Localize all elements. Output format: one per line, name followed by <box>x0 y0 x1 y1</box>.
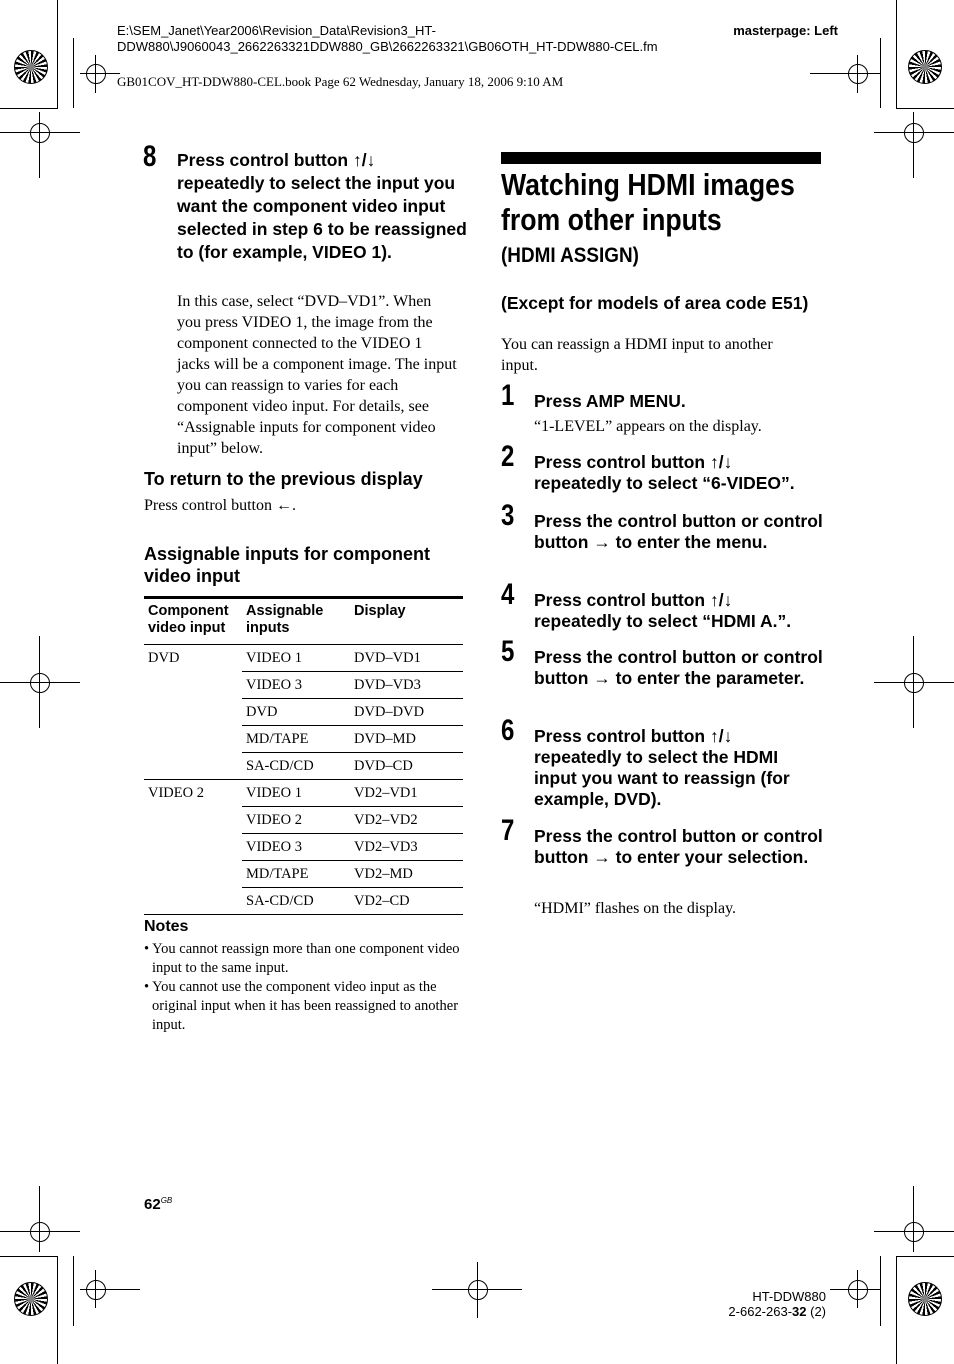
notes-heading: Notes <box>144 918 189 935</box>
table-row <box>144 672 463 699</box>
crosshair-icon <box>86 64 106 84</box>
step-8-rest: repeatedly to select the input you want the component video input selected in step 6 to be reassigned to (for example, VIDEO 1). <box>177 173 467 262</box>
note-item: • You cannot reassign more than one component video input to the same input. <box>144 941 460 976</box>
step-number: 8 <box>143 140 157 173</box>
table-row <box>144 888 463 915</box>
cell-assignable: VIDEO 1 <box>242 645 350 672</box>
step-number: 4 <box>501 578 515 611</box>
table-row <box>144 726 463 753</box>
step-instruction: Press control button ↑/↓ repeatedly to select the HDMI input you want to reassign (for example, DVD). <box>534 726 790 809</box>
note-item: • You cannot use the component video input as the original input when it has been reassigned to another input. <box>144 979 459 1033</box>
page-number <box>144 1196 172 1213</box>
crosshair-icon <box>30 1222 50 1242</box>
cell-assignable: VIDEO 2 <box>242 807 350 834</box>
table-row <box>144 699 463 726</box>
cell-display: VD2–VD1 <box>350 780 463 807</box>
registration-target-icon <box>14 50 48 84</box>
crosshair-icon <box>30 123 50 143</box>
return-heading: To return to the previous display <box>144 469 423 489</box>
table-row <box>144 753 463 780</box>
crosshair-icon <box>848 64 868 84</box>
cell-assignable: SA-CD/CD <box>242 888 350 915</box>
registration-target-icon <box>908 1282 942 1316</box>
table-row <box>144 780 463 807</box>
step-number: 6 <box>501 714 515 747</box>
book-info-line: GB01COV_HT-DDW880-CEL.book Page 62 Wednesday, January 18, 2006 9:10 AM <box>117 74 564 89</box>
table-row <box>144 807 463 834</box>
cell-assignable: VIDEO 3 <box>242 672 350 699</box>
step-body: “HDMI” flashes on the display. <box>534 900 737 917</box>
title-rule <box>501 152 821 164</box>
step-8-body: In this case, select “DVD–VD1”. When you press VIDEO 1, the image from the component connected to the VIDEO 1 jacks will be a component image. The input you can reassign to varies for each component video input. For details, see “Assignable inputs for component video input” below. <box>177 293 457 457</box>
file-path-line1: E:\SEM_Janet\Year2006\Revision_Data\Revision3_HT- <box>117 23 436 38</box>
col-header-assignable: Assignable inputs <box>246 603 324 636</box>
step-number: 7 <box>501 814 515 847</box>
step-8-instruction <box>177 149 467 264</box>
section-title-line2: from other inputs <box>501 202 722 237</box>
model-code-bold: 32 <box>792 1304 807 1319</box>
cell-component <box>144 672 242 699</box>
step-instruction: Press the control button or control button → to enter the parameter. <box>534 647 823 688</box>
table-row <box>144 645 463 672</box>
crosshair-icon <box>86 1280 106 1300</box>
section-subtitle: (HDMI ASSIGN) <box>501 244 639 267</box>
cell-component <box>144 888 242 915</box>
return-text: Press control button ←. <box>144 497 296 514</box>
crosshair-icon <box>904 673 924 693</box>
notes-list <box>144 940 460 1035</box>
model-code <box>728 1304 826 1319</box>
cell-display: VD2–VD2 <box>350 807 463 834</box>
cell-display: DVD–CD <box>350 753 463 780</box>
cell-component <box>144 753 242 780</box>
cell-assignable: MD/TAPE <box>242 726 350 753</box>
cell-display: VD2–CD <box>350 888 463 915</box>
step-number: 1 <box>501 379 515 412</box>
page-number-value: 62 <box>144 1196 161 1213</box>
col-header-component: Component video input <box>148 603 229 636</box>
step-instruction: Press the control button or control button → to enter the menu. <box>534 511 823 552</box>
step-number: 5 <box>501 635 515 668</box>
masterpage-label: masterpage: Left <box>733 23 838 38</box>
cell-component: VIDEO 2 <box>144 780 242 807</box>
step-8-line1: Press control button ↑/↓ <box>177 150 376 170</box>
cell-assignable: DVD <box>242 699 350 726</box>
model-name: HT-DDW880 <box>752 1289 826 1304</box>
model-code-prefix: 2-662-263- <box>728 1304 793 1319</box>
cell-component <box>144 861 242 888</box>
assignable-table <box>144 596 463 915</box>
file-path-line2: DDW880\J9060043_2662263321DDW880_GB\2662263321\GB06OTH_HT-DDW880-CEL.fm <box>117 39 658 54</box>
cell-assignable: VIDEO 1 <box>242 780 350 807</box>
assignable-heading: Assignable inputs for component video input <box>144 544 431 586</box>
step-body: “1-LEVEL” appears on the display. <box>534 418 762 435</box>
intro-text: You can reassign a HDMI input to another input. <box>501 336 773 374</box>
cell-assignable: SA-CD/CD <box>242 753 350 780</box>
area-code-heading: (Except for models of area code E51) <box>501 293 809 313</box>
step-instruction: Press AMP MENU. <box>534 391 686 411</box>
cell-component <box>144 699 242 726</box>
cell-display: DVD–VD3 <box>350 672 463 699</box>
step-number: 2 <box>501 440 515 473</box>
cell-display: DVD–DVD <box>350 699 463 726</box>
section-title-line1: Watching HDMI images <box>501 167 795 202</box>
cell-component <box>144 807 242 834</box>
cell-component <box>144 726 242 753</box>
model-code-suffix: (2) <box>806 1304 826 1319</box>
step-instruction: Press control button ↑/↓ repeatedly to select “HDMI A.”. <box>534 590 792 631</box>
cell-display: VD2–MD <box>350 861 463 888</box>
step-instruction: Press control button ↑/↓ repeatedly to select “6-VIDEO”. <box>534 452 795 493</box>
cell-display: DVD–MD <box>350 726 463 753</box>
cell-component: DVD <box>144 645 242 672</box>
registration-target-icon <box>14 1282 48 1316</box>
cell-assignable: VIDEO 3 <box>242 834 350 861</box>
crosshair-icon <box>848 1280 868 1300</box>
crosshair-icon <box>30 673 50 693</box>
cell-display: VD2–VD3 <box>350 834 463 861</box>
cell-assignable: MD/TAPE <box>242 861 350 888</box>
registration-target-icon <box>908 50 942 84</box>
table-header-row <box>144 599 463 645</box>
crosshair-icon <box>904 123 924 143</box>
col-header-display: Display <box>354 603 406 619</box>
step-number: 3 <box>501 499 515 532</box>
step-instruction: Press the control button or control button → to enter your selection. <box>534 826 823 867</box>
crosshair-icon <box>468 1280 488 1300</box>
crosshair-icon <box>904 1222 924 1242</box>
table-row <box>144 861 463 888</box>
file-path <box>117 23 658 55</box>
model-info <box>728 1289 826 1319</box>
cell-display: DVD–VD1 <box>350 645 463 672</box>
page-suffix: GB <box>160 1196 173 1205</box>
table-row <box>144 834 463 861</box>
cell-component <box>144 834 242 861</box>
